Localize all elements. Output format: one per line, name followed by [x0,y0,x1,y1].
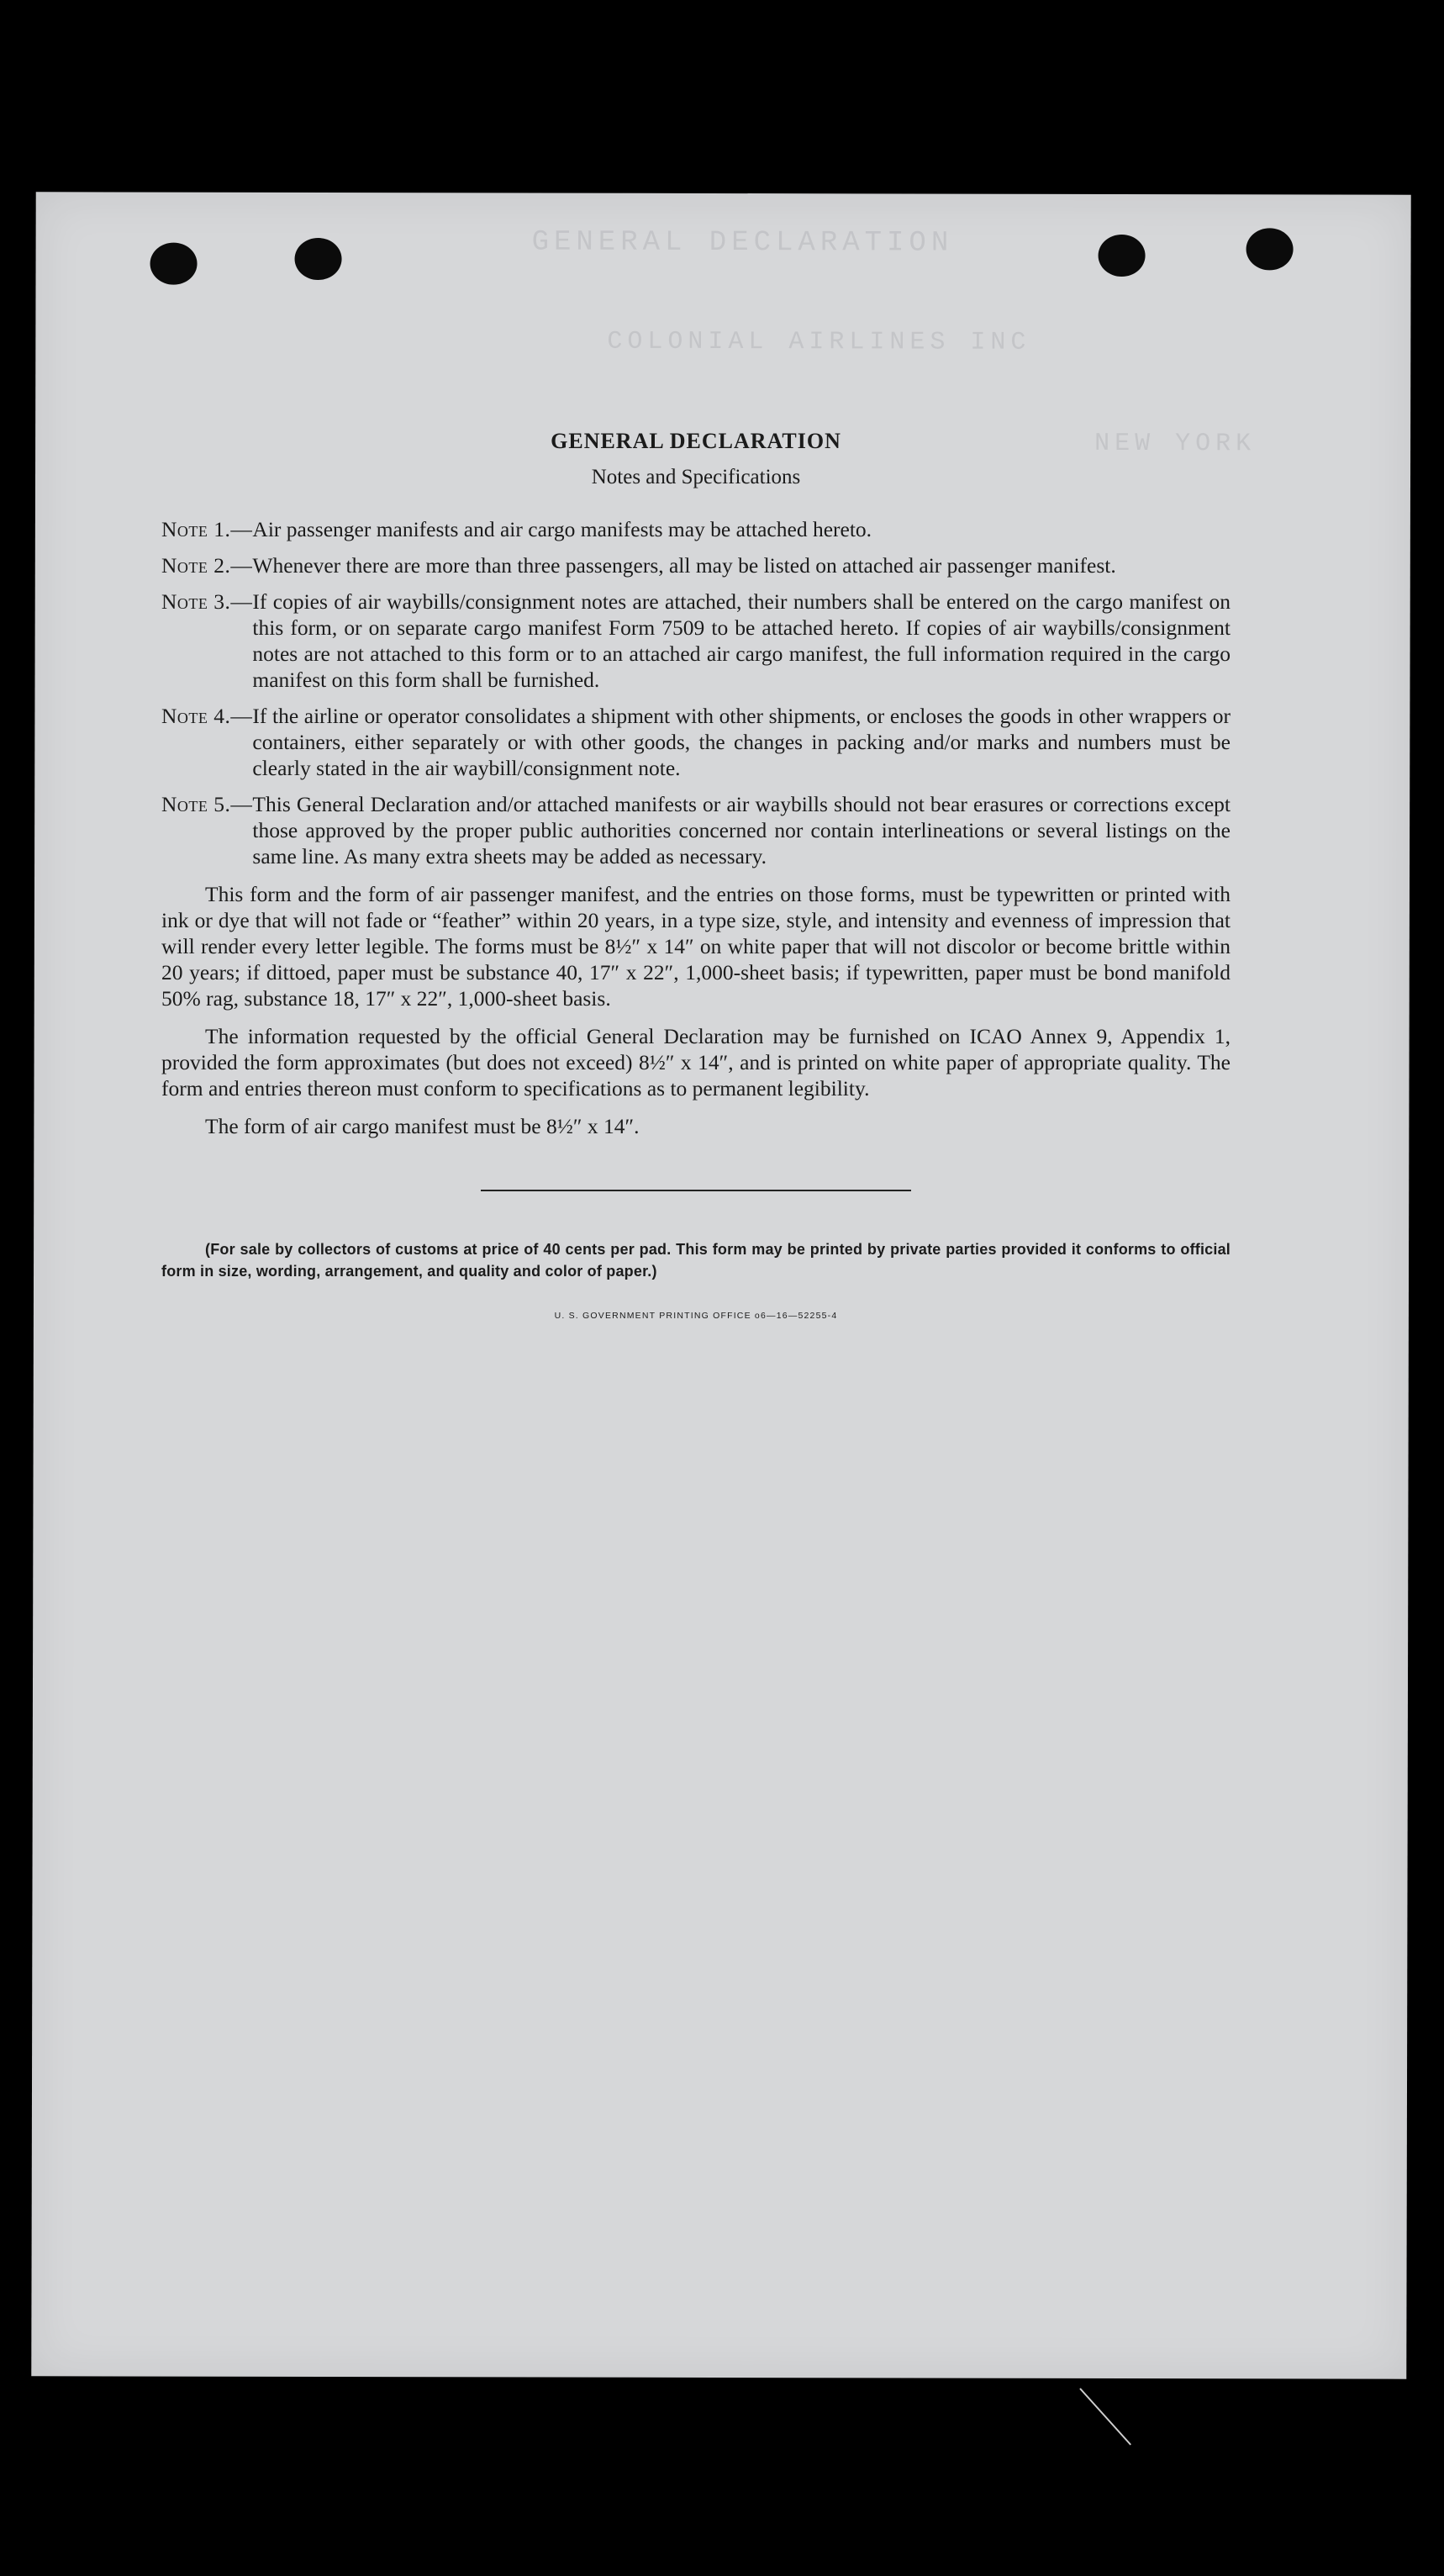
film-scratch [1079,2388,1131,2445]
note-text: If the airline or operator consolidates a shipment with other shipments, or encloses the goods in other wrappers or containers, either separately or with other goods, the changes in packing and/or marks and numbers must be clearly stated in the air waybill/consignment note. [252,704,1231,780]
punch-hole [1246,228,1294,270]
punch-hole [150,243,197,285]
punch-hole [295,238,342,280]
punch-hole [1099,235,1146,277]
note-text: If copies of air waybills/consignment notes are attached, their numbers shall be entered on the cargo manifest on this form, or on separate cargo manifest Form 7509 to be attached hereto. If copies of air waybills/consignment notes are not attached to this form or to an attached air cargo manifest, the full information required in the cargo manifest on this form shall be furnished. [252,589,1231,692]
paragraph: The form of air cargo manifest must be 8½″ x 14″. [205,1114,640,1138]
notes-section [161,429,1231,1321]
note-item [161,589,1231,693]
note-item [161,791,1231,869]
note-text: Whenever there are more than three passengers, all may be listed on attached air passenger manifest. [252,553,1116,578]
note-item [161,552,1231,578]
page-subtitle: Notes and Specifications [591,466,801,488]
note-label: Note 5.— [161,792,253,816]
sale-note: (For sale by collectors of customs at price of 40 cents per pad. This form may be printed by private parties provided it conforms to official form in size, wording, arrangement, and quality and color of paper.) [161,1241,1231,1280]
note-label: Note 1.— [161,517,253,541]
show-through-text: COLONIAL AIRLINES INC [607,327,1031,357]
note-text: Air passenger manifests and air cargo manifests may be attached hereto. [252,517,872,541]
printing-office-line: U. S. GOVERNMENT PRINTING OFFICE o6—16—52255-4 [554,1311,838,1321]
divider-rule [481,1190,911,1191]
note-text: This General Declaration and/or attached manifests or air waybills should not bear erasures or corrections except those approved by the proper public authorities concerned nor contain interlineations or several listings on the same line. As many extra sheets may be added as necessary. [252,792,1231,868]
note-label: Note 2.— [161,553,253,578]
note-label: Note 3.— [161,589,253,614]
note-item [161,703,1231,781]
paragraph: This form and the form of air passenger manifest, and the entries on those forms, must be typewritten or printed with ink or dye that will not fade or “feather” within 20 years, in a type size, style, and intensity and evenness of impression that will render every letter legible. The forms must be 8½″ x 14″ on white paper that will not discolor or become brittle within 20 years; if dittoed, paper must be substance 40, 17″ x 22″, 1,000-sheet basis; if typewritten, paper must be bond manifold 50% rag, substance 18, 17″ x 22″, 1,000-sheet basis. [161,882,1231,1011]
page-title: GENERAL DECLARATION [551,429,841,453]
show-through-text: NEW YORK [1094,429,1257,459]
show-through-text: GENERAL DECLARATION [531,226,954,260]
paragraph: The information requested by the official General Declaration may be furnished on ICAO Annex 9, Appendix 1, provided the form approximates (but does not exceed) 8½″ x 14″, and is printed on white paper of appropriate quality. The form and entries thereon must conform to specifications as to permanent legibility. [161,1024,1231,1101]
note-label: Note 4.— [161,704,253,728]
note-item [161,516,1231,542]
